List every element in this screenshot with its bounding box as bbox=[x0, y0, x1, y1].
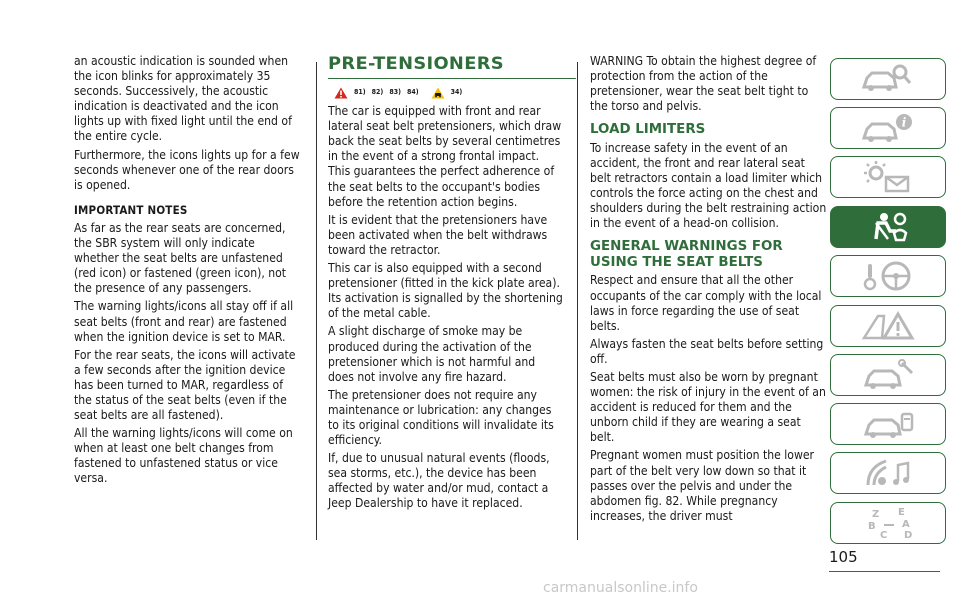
paragraph: Furthermore, the icons lights up for a few seconds whenever one of the rear doors is opened. bbox=[74, 147, 300, 192]
chapter-tab-starting-driving[interactable] bbox=[830, 255, 946, 297]
paragraph: For the rear seats, the icons will activate a few seconds after the ignition device has been turned to MAR, regardless of the status of the seat belts (even if the seat belts are all fastened). bbox=[74, 347, 296, 423]
car-search-icon bbox=[858, 61, 918, 97]
seat-belt-safety-icon bbox=[858, 209, 918, 245]
index-letter: Z bbox=[872, 509, 880, 520]
page-number-rule bbox=[829, 571, 940, 572]
paragraph: As far as the rear seats are concerned, the SBR system will only indicate whether the seat belts are unfastened (red icon) or fastened (green icon), not the presence of any passengers. bbox=[74, 220, 287, 296]
reference-label[interactable]: 84) bbox=[406, 88, 419, 96]
paragraph: This car is also equipped with a second pretensioner (fitted in the kick plate area). Its activation is signalled by the shortening of the metal cable. bbox=[328, 261, 563, 321]
index-letter: D bbox=[904, 530, 913, 541]
car-service-icon bbox=[858, 406, 918, 442]
section-heading-load-limiters: LOAD LIMITERS bbox=[590, 122, 706, 138]
warning-paragraph: WARNING To obtain the highest degree of protection from the action of the pretensioner, wear the seat belt tight to the torso and pelvis. bbox=[590, 54, 817, 114]
reference-label[interactable]: 34) bbox=[450, 88, 463, 96]
column-divider bbox=[316, 62, 317, 540]
steering-wheel-start-icon bbox=[858, 258, 918, 294]
paragraph: The warning lights/icons all stay off if all seat belts (front and rear) are fastened when the ignition device is set to MAR. bbox=[74, 299, 294, 344]
column-divider bbox=[577, 62, 578, 540]
watermark: carmanualsonline.info bbox=[543, 580, 698, 596]
paragraph: If, due to unusual natural events (floods, sea storms, etc.), the device has been affected by water and/or mud, contact a Jeep Dealership to have it replaced. bbox=[328, 451, 550, 511]
car-info-icon bbox=[858, 110, 918, 146]
chapter-tab-index[interactable] bbox=[830, 502, 946, 544]
note-triangle-icon bbox=[431, 87, 445, 99]
paragraph: A slight discharge of smoke may be produced during the activation of the pretensioner which is not harmful and does not involve any fire hazard. bbox=[328, 324, 536, 384]
index-letter: B bbox=[868, 521, 876, 532]
index-letter: A bbox=[902, 519, 910, 530]
warning-references bbox=[334, 85, 564, 100]
paragraph: Seat belts must also be worn by pregnant women: the risk of injury in the event of an accident is reduced for them and the unborn child if they are wearing a seat belt. bbox=[590, 370, 826, 445]
chapter-tab-emergency[interactable] bbox=[830, 305, 946, 347]
chapter-tab-technical-data[interactable] bbox=[830, 403, 946, 445]
reference-label[interactable]: 83) bbox=[389, 88, 401, 96]
road-warning-icon bbox=[858, 308, 918, 344]
reference-label[interactable]: 82) bbox=[371, 88, 384, 96]
column-3 bbox=[590, 54, 828, 527]
section-heading-general-warnings: GENERAL WARNINGS FOR USING THE SEAT BELTS bbox=[590, 239, 783, 270]
chapter-tab-safety[interactable] bbox=[830, 206, 946, 248]
paragraph: Pregnant women must position the lower part of the belt very low down so that it passes over the pelvis and under the abdomen fig. 82. While pregnancy increases, the driver must bbox=[590, 448, 815, 523]
index-letter: C bbox=[880, 530, 888, 541]
car-tools-icon bbox=[858, 357, 918, 393]
paragraph: Respect and ensure that all the other occupants of the car comply with the local laws in force regarding the use of seat belts. bbox=[590, 273, 822, 333]
warning-lights-envelope-icon bbox=[858, 159, 918, 195]
svg-text:i: i bbox=[901, 115, 907, 130]
chapter-tab-car-info[interactable] bbox=[830, 107, 946, 149]
paragraph: The pretensioner does not require any maintenance or lubrication: any changes to its original conditions will invalidate its efficiency. bbox=[328, 387, 554, 448]
section-heading-important-notes: IMPORTANT NOTES bbox=[74, 202, 188, 217]
section-title-pre-tensioners: PRE-TENSIONERS bbox=[328, 54, 576, 79]
paragraph: an acoustic indication is sounded when the icon blinks for approximately 35 seconds. Successively, the acoustic indication is deactivated and the icon lights up with fixed light until the end of the entire cycle. bbox=[74, 54, 292, 144]
index-letter: E bbox=[898, 507, 905, 518]
chapter-tab-multimedia[interactable] bbox=[830, 452, 946, 494]
multimedia-icon bbox=[858, 455, 918, 491]
paragraph: The car is equipped with front and rear lateral seat belt pretensioners, which draw back the seat belts by several centimetres in the event of a strong frontal impact. This guarantees the perfect adherence of the seat belts to the occupant's bodies before the retention action begins. bbox=[328, 104, 562, 209]
reference-label[interactable]: 81) bbox=[354, 88, 366, 96]
paragraph: It is evident that the pretensioners have been activated when the belt withdraws toward the retractor. bbox=[328, 212, 548, 257]
chapter-tab-warning-lights[interactable] bbox=[830, 156, 946, 198]
paragraph: All the warning lights/icons will come on when at least one belt changes from fastened to unfastened status or vice versa. bbox=[74, 426, 293, 486]
paragraph: To increase safety in the event of an accident, the front and rear lateral seat belt retractors contain a load limiter which controls the force acting on the chest and shoulders during the belt restraining action in the event of a head-on collision. bbox=[590, 140, 827, 231]
column-2 bbox=[328, 54, 564, 515]
warning-triangle-icon bbox=[334, 87, 348, 99]
chapter-tab-maintenance[interactable] bbox=[830, 354, 946, 396]
chapter-tab-car-search[interactable] bbox=[830, 58, 946, 100]
index-letters-icon bbox=[858, 505, 918, 541]
paragraph: Always fasten the seat belts before setting off. bbox=[590, 336, 824, 366]
page-number: 105 bbox=[829, 548, 858, 566]
column-1 bbox=[74, 54, 302, 490]
